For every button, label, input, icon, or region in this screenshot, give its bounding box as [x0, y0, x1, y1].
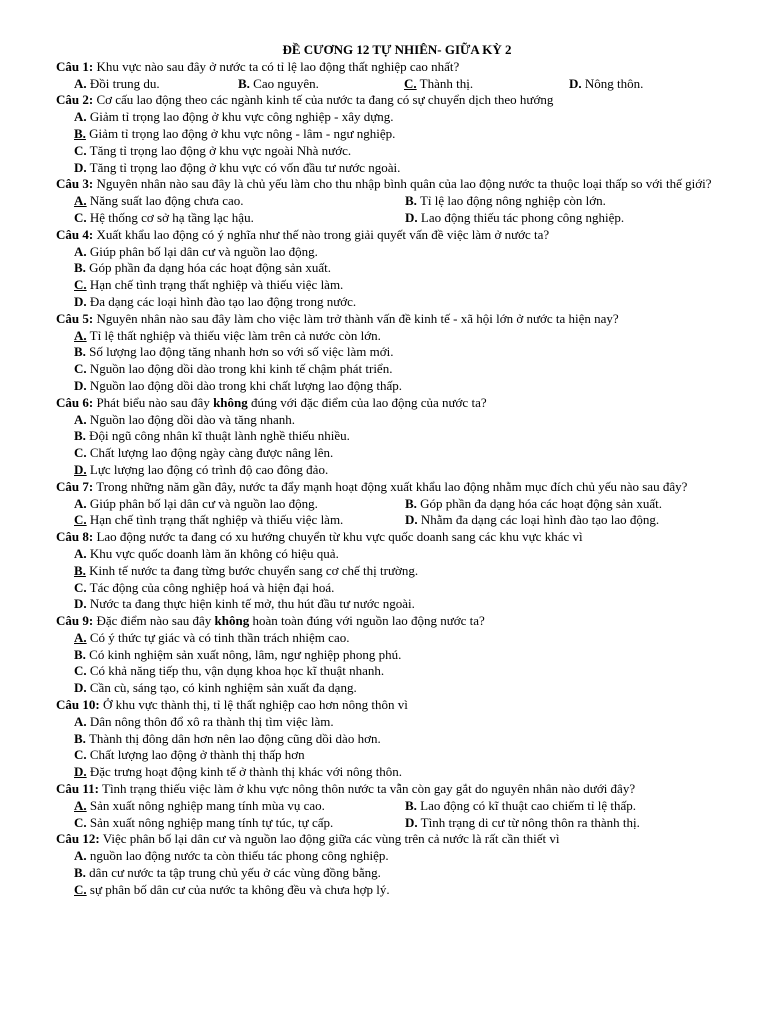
option-letter: B. [74, 730, 86, 746]
option-letter: B. [74, 260, 86, 276]
option-letter-answer: A. [74, 327, 87, 343]
question-text: Khu vực nào sau đây ở nước ta có tỉ lệ lao động thất nghiệp cao nhất? [96, 58, 460, 74]
option-letter: B. [74, 646, 86, 662]
question-number: Câu 5: [56, 310, 94, 326]
option-b [238, 76, 404, 93]
option-a [56, 848, 738, 865]
question-number: Câu 11: [56, 781, 99, 797]
option-c [56, 663, 738, 680]
options-row [56, 798, 738, 815]
option-text: Dân nông thôn đổ xô ra thành thị tìm việc làm. [89, 713, 334, 729]
option-a [56, 630, 738, 647]
option-letter-answer: C. [74, 512, 87, 528]
option-a [56, 109, 738, 126]
option-letter: C. [74, 445, 87, 461]
option-text: Có ý thức tự giác và có tinh thần trách nhiệm cao. [89, 629, 350, 645]
option-text: Tỉ lệ lao động nông nghiệp còn lớn. [419, 193, 606, 209]
question-text: Nguyên nhân nào sau đây là chủ yếu làm cho thu nhập bình quân của lao động nước ta thuộc loại thấp so với thế giới? [96, 176, 712, 192]
option-letter: A. [74, 75, 87, 91]
option-text: Tình trạng di cư từ nông thôn ra thành thị. [420, 814, 640, 830]
question-text: đúng với đặc điểm của lao động của nước ta? [251, 394, 487, 410]
option-text: Lao động có kĩ thuật cao chiếm tỉ lệ thấp. [420, 797, 637, 813]
option-c [74, 815, 405, 832]
option-text: Nước ta đang thực hiện kinh tế mở, thu hút đầu tư nước ngoài. [89, 596, 415, 612]
option-d [405, 815, 738, 832]
options-row [56, 815, 738, 832]
options-row [56, 76, 738, 93]
option-letter: D. [74, 596, 87, 612]
option-letter: C. [74, 209, 87, 225]
question-keyword: không [213, 394, 248, 410]
option-text: Nguồn lao động dồi dào trong khi kinh tế chậm phát triển. [89, 361, 393, 377]
option-text: Góp phần đa dạng hóa các hoạt động sản xuất. [420, 495, 663, 511]
question-12 [56, 831, 738, 848]
option-text: Hạn chế tình trạng thất nghiệp và thiếu việc làm. [89, 512, 344, 528]
option-a [56, 412, 738, 429]
question-7 [56, 479, 738, 496]
option-a [56, 714, 738, 731]
option-c [56, 143, 738, 160]
option-letter: B. [405, 797, 417, 813]
option-text: Khu vực quốc doanh làm ăn không có hiệu quả. [89, 545, 339, 561]
option-d [56, 294, 738, 311]
option-text: Đội ngũ công nhân kĩ thuật lành nghề thiếu nhiều. [89, 428, 350, 444]
document-title: ĐỀ CƯƠNG 12 TỰ NHIÊN- GIỮA KỲ 2 [282, 42, 512, 57]
options-row [56, 193, 738, 210]
option-letter: A. [74, 495, 87, 511]
question-6 [56, 395, 738, 412]
option-b [56, 647, 738, 664]
option-text: Giúp phân bố lại dân cư và nguồn lao động. [89, 243, 318, 259]
option-letter-answer: D. [74, 764, 87, 780]
option-b [56, 260, 738, 277]
option-letter-answer: A. [74, 193, 87, 209]
option-text: Có khả năng tiếp thu, vận dụng khoa học kĩ thuật nhanh. [89, 663, 385, 679]
option-letter-answer: A. [74, 629, 87, 645]
options-row [56, 512, 738, 529]
option-letter: C. [74, 747, 87, 763]
option-letter: C. [74, 663, 87, 679]
question-text: Trong những năm gần đây, nước ta đẩy mạnh hoạt động xuất khẩu lao động nhằm mục đích chủ yếu nào sau đây? [96, 478, 688, 494]
question-5 [56, 311, 738, 328]
option-text: Chất lượng lao động ở thành thị thấp hơn [89, 747, 305, 763]
option-text: Năng suất lao động chưa cao. [89, 193, 244, 209]
option-text: Lực lượng lao động có trình độ cao đông đảo. [89, 461, 329, 477]
option-letter-answer: C. [74, 277, 87, 293]
option-letter: C. [74, 814, 87, 830]
option-a [74, 193, 405, 210]
option-text: Giảm tỉ trọng lao động ở khu vực công nghiệp - xây dựng. [89, 109, 394, 125]
question-text: Đặc điểm nào sau đây [96, 613, 212, 629]
option-a [74, 798, 405, 815]
question-number: Câu 6: [56, 394, 94, 410]
option-letter: A. [74, 545, 87, 561]
option-text: Tỉ lệ thất nghiệp và thiếu việc làm trên cả nước còn lớn. [89, 327, 381, 343]
option-letter: B. [238, 75, 250, 91]
option-letter: A. [74, 848, 87, 864]
option-text: Thành thị đông dân hơn nên lao động cũng dồi dào hơn. [88, 730, 381, 746]
option-d [405, 512, 738, 529]
option-text: Số lượng lao động tăng nhanh hơn so với số việc làm mới. [89, 344, 394, 360]
question-number: Câu 9: [56, 613, 94, 629]
option-letter: C. [74, 579, 87, 595]
question-number: Câu 1: [56, 58, 94, 74]
question-11 [56, 781, 738, 798]
question-text: hoàn toàn đúng với nguồn lao động nước ta? [252, 613, 485, 629]
option-letter: B. [74, 344, 86, 360]
option-letter: B. [74, 428, 86, 444]
option-c [56, 361, 738, 378]
option-text: Tác động của công nghiệp hoá và hiện đại hoá. [89, 579, 335, 595]
option-letter: D. [74, 293, 87, 309]
option-text: Sản xuất nông nghiệp mang tính tự túc, tự cấp. [89, 814, 334, 830]
option-letter-answer: C. [74, 881, 87, 897]
option-c [56, 277, 738, 294]
option-text: Đa dạng các loại hình đào tạo lao động trong nước. [89, 293, 357, 309]
option-d [56, 160, 738, 177]
option-letter: B. [405, 495, 417, 511]
option-letter: D. [74, 377, 87, 393]
option-text: Nông thôn. [584, 75, 644, 91]
option-text: Có kinh nghiệm sản xuất nông, lâm, ngư nghiệp phong phú. [89, 646, 402, 662]
question-text: Phát biểu nào sau đây [96, 394, 210, 410]
option-letter: B. [405, 193, 417, 209]
option-text: Đặc trưng hoạt động kinh tế ở thành thị khác với nông thôn. [89, 764, 403, 780]
question-text: Tình trạng thiếu việc làm ở khu vực nông thôn nước ta vẫn còn gay gắt do nguyên nhân nào dưới đây? [102, 781, 636, 797]
option-text: sự phân bố dân cư của nước ta không đều và chưa hợp lý. [89, 881, 390, 897]
question-number: Câu 7: [56, 478, 94, 494]
option-b [56, 428, 738, 445]
options-row [56, 210, 738, 227]
question-keyword: không [214, 613, 250, 629]
question-text: Việc phân bố lại dân cư và nguồn lao động giữa các vùng trên cả nước là rất cần thiết vì [102, 831, 560, 847]
option-b [405, 798, 738, 815]
option-d [56, 764, 738, 781]
option-b [56, 126, 738, 143]
option-letter: B. [74, 865, 86, 881]
option-d [56, 680, 738, 697]
option-c [56, 882, 738, 899]
option-text: Đồi trung du. [89, 75, 160, 91]
option-letter: D. [74, 159, 87, 175]
option-text: Giảm tỉ trọng lao động ở khu vực nông - lâm - ngư nghiệp. [89, 125, 396, 141]
question-3 [56, 176, 738, 193]
option-b [405, 193, 738, 210]
option-text: Cần cù, sáng tạo, có kinh nghiệm sản xuất đa dạng. [89, 680, 357, 696]
option-a [56, 328, 738, 345]
question-text: Xuất khẩu lao động có ý nghĩa như thế nào trong giải quyết vấn đề việc làm ở nước ta? [96, 226, 550, 242]
option-c [56, 747, 738, 764]
option-text: Hệ thống cơ sở hạ tầng lạc hậu. [89, 209, 254, 225]
option-letter: A. [74, 411, 87, 427]
option-d [56, 378, 738, 395]
option-text: nguồn lao động nước ta còn thiếu tác phong công nghiệp. [89, 848, 389, 864]
option-c [56, 445, 738, 462]
option-b [56, 731, 738, 748]
option-text: Kinh tế nước ta đang từng bước chuyển sang cơ chế thị trường. [89, 562, 419, 578]
question-number: Câu 12: [56, 831, 100, 847]
option-a [56, 244, 738, 261]
option-letter: D. [405, 209, 418, 225]
question-2 [56, 92, 738, 109]
option-text: Hạn chế tình trạng thất nghiệp và thiếu việc làm. [89, 277, 344, 293]
option-c [56, 580, 738, 597]
question-1 [56, 59, 738, 76]
question-number: Câu 3: [56, 176, 94, 192]
option-d [56, 596, 738, 613]
option-letter: A. [74, 243, 87, 259]
option-a [74, 496, 405, 513]
option-c [74, 210, 405, 227]
option-b [56, 865, 738, 882]
option-text: Tăng tỉ trọng lao động ở khu vực ngoài Nhà nước. [89, 142, 352, 158]
option-d [56, 462, 738, 479]
question-number: Câu 2: [56, 92, 94, 108]
option-text: Lao động thiếu tác phong công nghiệp. [420, 209, 625, 225]
question-number: Câu 10: [56, 697, 100, 713]
option-text: dân cư nước ta tập trung chủ yếu ở các vùng đồng bằng. [89, 865, 381, 881]
option-a [74, 76, 238, 93]
option-letter-answer: A. [74, 797, 87, 813]
option-letter: A. [74, 713, 87, 729]
option-letter-answer: D. [74, 461, 87, 477]
option-letter: A. [74, 109, 87, 125]
option-text: Thành thị. [419, 75, 474, 91]
option-letter: C. [74, 361, 87, 377]
option-text: Góp phần đa dạng hóa các hoạt động sản xuất. [89, 260, 332, 276]
option-b [56, 344, 738, 361]
option-text: Chất lượng lao động ngày càng được nâng lên. [89, 445, 334, 461]
question-text: Cơ cấu lao động theo các ngành kinh tế của nước ta đang có sự chuyển dịch theo hướng [96, 92, 554, 108]
option-text: Cao nguyên. [253, 75, 319, 91]
option-text: Giúp phân bố lại dân cư và nguồn lao động. [89, 495, 318, 511]
option-letter-answer: B. [74, 125, 86, 141]
question-text: Ở khu vực thành thị, tỉ lệ thất nghiệp cao hơn nông thôn vì [102, 697, 408, 713]
option-d [405, 210, 738, 227]
option-c [404, 76, 569, 93]
option-c [74, 512, 405, 529]
option-letter: D. [405, 814, 418, 830]
question-10 [56, 697, 738, 714]
option-letter: D. [74, 680, 87, 696]
question-8 [56, 529, 738, 546]
option-text: Nguồn lao động dồi dào và tăng nhanh. [89, 411, 295, 427]
option-a [56, 546, 738, 563]
question-text: Nguyên nhân nào sau đây làm cho việc làm trở thành vấn đề kinh tế - xã hội lớn ở nước ta hiện nay? [96, 310, 619, 326]
option-text: Nguồn lao động dồi dào trong khi chất lượng lao động thấp. [89, 377, 403, 393]
option-letter: D. [569, 75, 582, 91]
question-4 [56, 227, 738, 244]
option-text: Sản xuất nông nghiệp mang tính mùa vụ cao. [89, 797, 325, 813]
option-letter: C. [74, 142, 87, 158]
option-letter: D. [405, 512, 418, 528]
option-letter-answer: C. [404, 75, 417, 91]
options-row [56, 496, 738, 513]
option-b [405, 496, 738, 513]
option-letter-answer: B. [74, 562, 86, 578]
question-number: Câu 4: [56, 226, 94, 242]
option-text: Nhằm đa dạng các loại hình đào tạo lao động. [420, 512, 660, 528]
question-9 [56, 613, 738, 630]
option-b [56, 563, 738, 580]
option-text: Tăng tỉ trọng lao động ở khu vực có vốn đầu tư nước ngoài. [89, 159, 401, 175]
question-number: Câu 8: [56, 529, 94, 545]
question-text: Lao động nước ta đang có xu hướng chuyển từ khu vực quốc doanh sang các khu vực khác vì [96, 529, 583, 545]
option-d [569, 76, 738, 93]
